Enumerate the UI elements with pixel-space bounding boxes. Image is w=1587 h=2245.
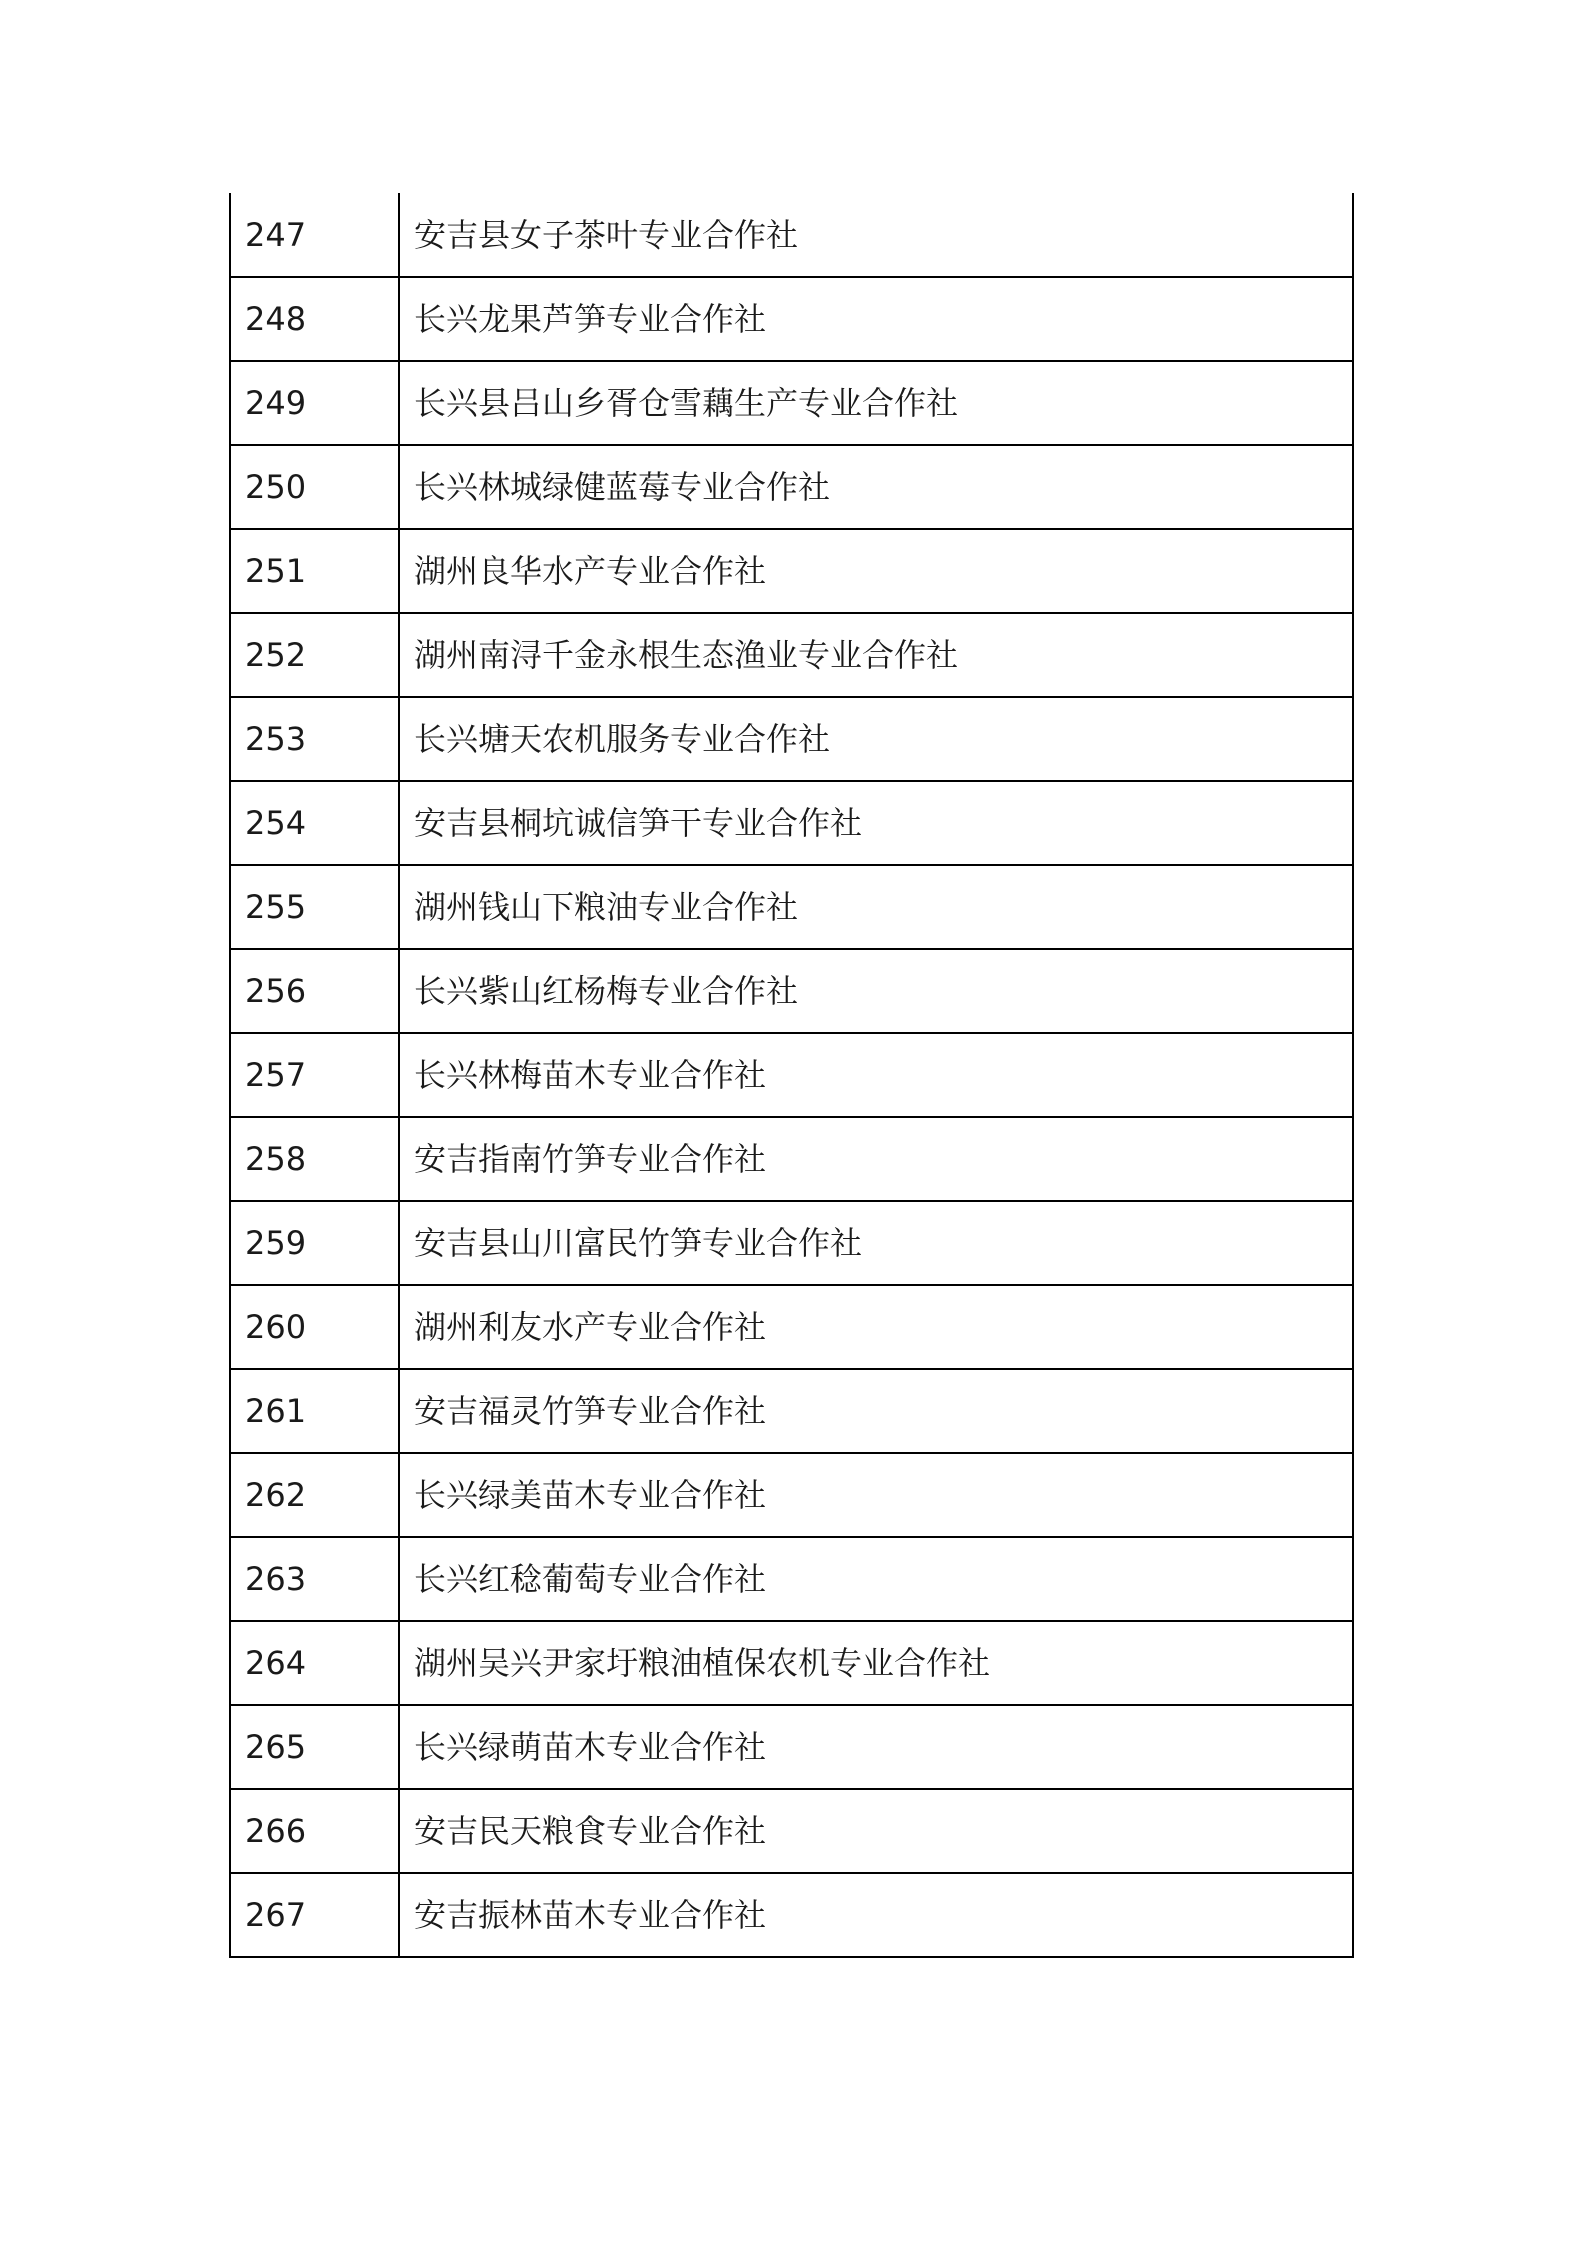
table-row (230, 1285, 1353, 1369)
table-row (230, 1453, 1353, 1537)
cooperative-name: 安吉县山川富民竹笋专业合作社 (399, 1201, 1353, 1285)
row-number: 263 (230, 1537, 399, 1621)
row-number: 249 (230, 361, 399, 445)
row-number: 260 (230, 1285, 399, 1369)
cooperative-name: 安吉振林苗木专业合作社 (399, 1873, 1353, 1957)
table-row (230, 697, 1353, 781)
table-row (230, 613, 1353, 697)
row-number: 256 (230, 949, 399, 1033)
table-row (230, 193, 1353, 277)
row-number: 253 (230, 697, 399, 781)
row-number: 265 (230, 1705, 399, 1789)
table-row (230, 361, 1353, 445)
row-number: 257 (230, 1033, 399, 1117)
table-row (230, 781, 1353, 865)
row-number: 262 (230, 1453, 399, 1537)
cooperative-name: 湖州吴兴尹家圩粮油植保农机专业合作社 (399, 1621, 1353, 1705)
row-number: 255 (230, 865, 399, 949)
table-row (230, 865, 1353, 949)
table-row (230, 1705, 1353, 1789)
table-row (230, 1033, 1353, 1117)
cooperative-name: 长兴林梅苗木专业合作社 (399, 1033, 1353, 1117)
cooperative-name: 长兴红稔葡萄专业合作社 (399, 1537, 1353, 1621)
table-row (230, 1873, 1353, 1957)
row-number: 250 (230, 445, 399, 529)
cooperative-name: 长兴林城绿健蓝莓专业合作社 (399, 445, 1353, 529)
row-number: 264 (230, 1621, 399, 1705)
table-row (230, 1789, 1353, 1873)
row-number: 267 (230, 1873, 399, 1957)
row-number: 247 (230, 193, 399, 277)
cooperative-name: 长兴紫山红杨梅专业合作社 (399, 949, 1353, 1033)
row-number: 252 (230, 613, 399, 697)
cooperative-name: 长兴龙果芦笋专业合作社 (399, 277, 1353, 361)
cooperative-name: 安吉指南竹笋专业合作社 (399, 1117, 1353, 1201)
table-row (230, 949, 1353, 1033)
table-body (230, 193, 1353, 1957)
row-number: 259 (230, 1201, 399, 1285)
row-number: 261 (230, 1369, 399, 1453)
cooperative-name: 长兴绿美苗木专业合作社 (399, 1453, 1353, 1537)
table-row (230, 529, 1353, 613)
cooperative-name: 安吉福灵竹笋专业合作社 (399, 1369, 1353, 1453)
cooperative-name: 安吉民天粮食专业合作社 (399, 1789, 1353, 1873)
row-number: 266 (230, 1789, 399, 1873)
row-number: 258 (230, 1117, 399, 1201)
table-row (230, 1621, 1353, 1705)
cooperative-name: 安吉县桐坑诚信笋干专业合作社 (399, 781, 1353, 865)
table-row (230, 445, 1353, 529)
cooperative-name: 湖州南浔千金永根生态渔业专业合作社 (399, 613, 1353, 697)
cooperative-name: 湖州良华水产专业合作社 (399, 529, 1353, 613)
cooperative-table (229, 193, 1354, 1958)
table-row (230, 1369, 1353, 1453)
cooperative-name: 湖州钱山下粮油专业合作社 (399, 865, 1353, 949)
table-row (230, 1537, 1353, 1621)
row-number: 251 (230, 529, 399, 613)
cooperative-name: 安吉县女子茶叶专业合作社 (399, 193, 1353, 277)
cooperative-name: 湖州利友水产专业合作社 (399, 1285, 1353, 1369)
table-row (230, 277, 1353, 361)
table-row (230, 1117, 1353, 1201)
cooperative-name: 长兴塘天农机服务专业合作社 (399, 697, 1353, 781)
row-number: 248 (230, 277, 399, 361)
cooperative-name: 长兴县吕山乡胥仓雪藕生产专业合作社 (399, 361, 1353, 445)
row-number: 254 (230, 781, 399, 865)
cooperative-name: 长兴绿萌苗木专业合作社 (399, 1705, 1353, 1789)
table-row (230, 1201, 1353, 1285)
